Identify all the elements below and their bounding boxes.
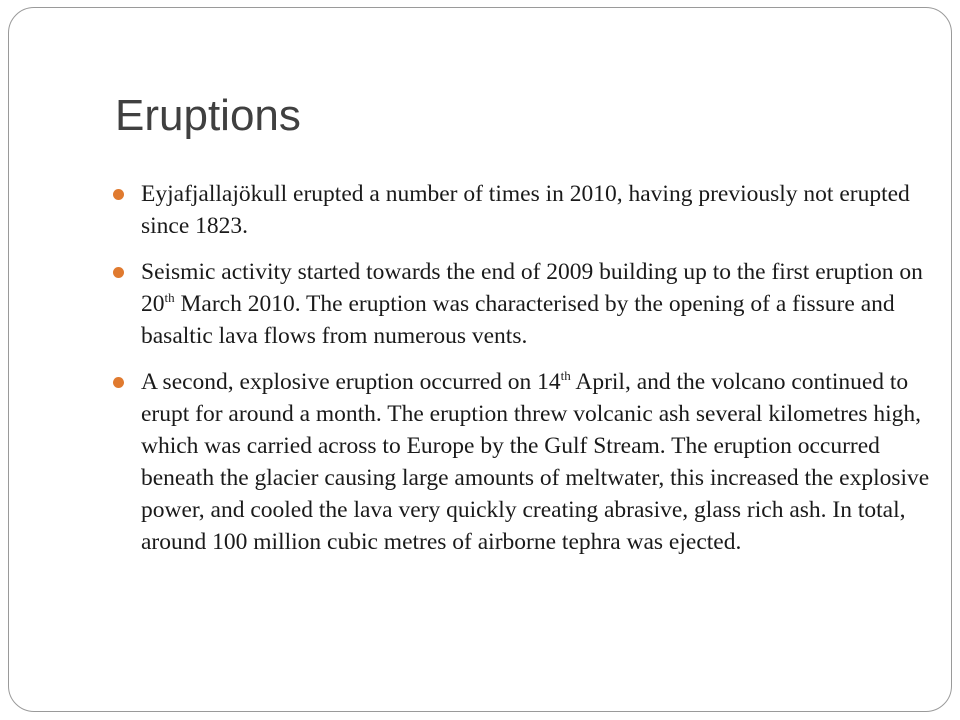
bullet-text-before: Seismic activity started towards the end of 2009 building up to the first eruption on 20: [141, 259, 923, 317]
slide-frame: [8, 7, 952, 712]
bullet-superscript: th: [560, 368, 571, 383]
bullet-item: [141, 178, 931, 242]
bullet-list: [141, 178, 931, 572]
bullet-text-after: March 2010. The eruption was characterised by the opening of a fissure and basaltic lava flows from numerous vents.: [141, 291, 895, 349]
bullet-item: [141, 366, 931, 558]
bullet-text: Eyjafjallajökull erupted a number of times in 2010, having previously not erupted since 1823.: [141, 181, 910, 239]
bullet-dot-icon: [113, 189, 124, 200]
bullet-dot-icon: [113, 267, 124, 278]
bullet-superscript: th: [164, 290, 175, 305]
bullet-text-after: April, and the volcano continued to erupt for around a month. The eruption threw volcanic ash several kilometres high, which was carried across to Europe by the Gulf Stream. The eruption occurred beneath the glacier causing large amounts of meltwater, this increased the explosive power, and cooled the lava very quickly creating abrasive, glass rich ash. In total, around 100 million cubic metres of airborne tephra was ejected.: [141, 369, 930, 555]
slide-title: Eruptions: [115, 91, 301, 140]
bullet-dot-icon: [113, 377, 124, 388]
bullet-text-before: A second, explosive eruption occurred on 14: [141, 369, 561, 395]
bullet-item: [141, 256, 931, 352]
